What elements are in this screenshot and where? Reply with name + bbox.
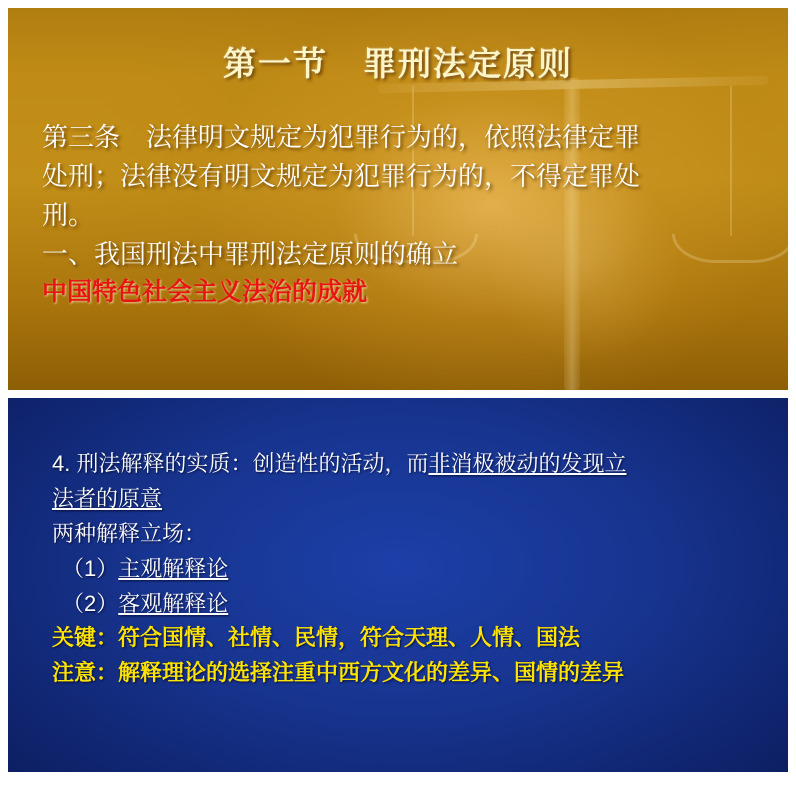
line-text: 4. 刑法解释的实质：创造性的活动，而 — [52, 451, 429, 476]
slide-top — [8, 8, 788, 390]
slide-bottom-line — [52, 448, 748, 480]
list-item-label: 客观解释论 — [118, 590, 229, 616]
slide-bottom-list-item — [52, 553, 748, 585]
slide-bottom-content — [8, 398, 788, 689]
list-marker: （1） — [62, 555, 119, 581]
slide-top-line: 一、我国刑法中罪刑法定原则的确立 — [42, 238, 459, 269]
list-marker: （2） — [62, 590, 119, 616]
line-text-underlined: 非消极被动的发现立 — [428, 451, 627, 476]
slide-bottom — [8, 398, 788, 772]
line-text-underlined: 法者的原意 — [52, 485, 163, 511]
slide-bottom-line — [52, 483, 748, 515]
slide-top-line: 刑。 — [42, 199, 95, 230]
slide-top-body — [42, 119, 754, 310]
slide-bottom-line — [52, 518, 748, 550]
slide-top-line: 第三条 法律明文规定为犯罪行为的，依照法律定罪 — [42, 122, 641, 152]
slide-bottom-key-line: 关键：符合国情、社情、民情，符合天理、人情、国法 — [52, 625, 581, 651]
line-text: 两种解释立场： — [52, 520, 207, 546]
slide-top-highlight: 中国特色社会主义法治的成就 — [42, 277, 368, 306]
slide-top-content — [8, 8, 788, 310]
slide-top-title: 第一节 罪刑法定原则 — [223, 45, 573, 82]
slide-top-line: 处刑；法律没有明文规定为犯罪行为的，不得定罪处 — [42, 160, 641, 191]
slide-bottom-key-line: 注意：解释理论的选择注重中西方文化的差异、国情的差异 — [52, 660, 625, 686]
list-item-label: 主观解释论 — [118, 555, 229, 581]
slide-bottom-list-item — [52, 588, 748, 620]
